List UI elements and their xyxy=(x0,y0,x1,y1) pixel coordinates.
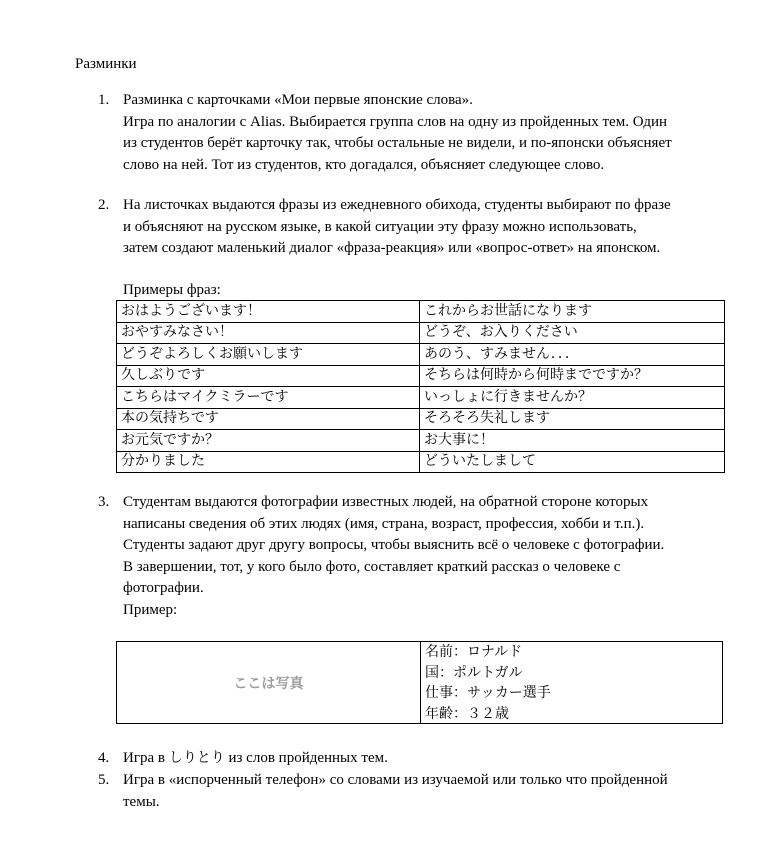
table-row xyxy=(117,451,725,473)
list-item-text xyxy=(123,748,723,770)
list-item-text xyxy=(123,770,723,813)
text-line: Игра по аналогии с Alias. Выбирается группа слов на одну из пройденных тем. Один xyxy=(123,113,668,130)
list-number: 1. xyxy=(98,92,110,108)
phrase-cell: あのう、すみません．．． xyxy=(420,344,725,366)
phrase-cell: そちらは何時から何時までですか？ xyxy=(420,365,725,387)
list-item-text xyxy=(123,195,723,260)
text-line: затем создают маленький диалог «фраза-реакция» или «вопрос-ответ» на японском. xyxy=(123,240,661,256)
phrase-cell: どういたしまして xyxy=(420,451,725,473)
text-line: фотографии. xyxy=(123,580,204,596)
phrase-cell: どうぞよろしくお願いします xyxy=(117,344,420,366)
text-line: из студентов берёт карточку так, чтобы остальные не видели, и по-японски объясняет xyxy=(123,135,672,151)
japanese-word: しりとり xyxy=(168,750,225,766)
person-info-cell xyxy=(425,642,715,723)
phrase-cell: これからお世話になります xyxy=(420,301,725,323)
example-card-table xyxy=(116,641,723,724)
examples-label: Примеры фраз: xyxy=(123,282,221,298)
text-line: Разминка с карточками «Мои первые японские слова». xyxy=(123,92,473,108)
document-heading: Разминки xyxy=(75,56,137,72)
list-item-text xyxy=(123,492,723,621)
phrase-cell: そろそろ失礼します xyxy=(420,408,725,430)
table-row xyxy=(117,322,725,344)
table-row xyxy=(117,301,725,323)
list-number: 5. xyxy=(98,772,110,788)
phrase-cell: おやすみなさい！ xyxy=(117,322,420,344)
phrase-cell: おはようございます！ xyxy=(117,301,420,323)
photo-placeholder-label: ここは写真 xyxy=(233,675,304,692)
phrase-cell: こちらはマイクミラーです xyxy=(117,387,420,409)
text-line: Студенты задают друг другу вопросы, чтобы выяснить всё о человеке с фотографии. xyxy=(123,537,665,553)
phrase-cell: お元気ですか？ xyxy=(117,430,420,452)
info-line: 仕事：サッカー選手 xyxy=(425,685,551,701)
text-line: слово на ней. Тот из студентов, кто догадался, объясняет следующее слово. xyxy=(123,156,605,173)
phrase-cell: 分かりました xyxy=(117,451,420,473)
text-line: написаны сведения об этих людях (имя, страна, возраст, профессия, хобби и т.п.). xyxy=(123,515,645,532)
table-row xyxy=(117,344,725,366)
text-line: В завершении, тот, у кого было фото, составляет краткий рассказ о человеке с xyxy=(123,558,621,575)
info-line: 年齢：３２歳 xyxy=(425,705,509,722)
phrase-cell: 本の気持ちです xyxy=(117,408,420,430)
table-row xyxy=(117,365,725,387)
table-row xyxy=(117,430,725,452)
photo-placeholder-cell xyxy=(117,642,421,723)
info-line: 国：ポルトガル xyxy=(425,664,523,681)
list-number: 3. xyxy=(98,494,110,510)
text-line: Студентам выдаются фотографии известных людей, на обратной стороне которых xyxy=(123,494,649,510)
phrase-cell: いっしょに行きませんか？ xyxy=(420,387,725,409)
text-line: темы. xyxy=(123,793,160,810)
phrase-cell: 久しぶりです xyxy=(117,365,420,387)
list-number: 4. xyxy=(98,750,110,766)
phrase-cell: お大事に！ xyxy=(420,430,725,452)
text-prefix: Игра в xyxy=(123,750,165,766)
text-line: и объясняют на русском языке, в какой ситуации эту фразу можно использовать, xyxy=(123,218,637,235)
text-line: Игра в «испорченный телефон» со словами из изучаемой или только что пройденной xyxy=(123,772,668,788)
table-row xyxy=(117,387,725,409)
example-label: Пример: xyxy=(123,601,178,618)
phrases-table xyxy=(116,300,725,473)
table-row xyxy=(117,408,725,430)
text-suffix: из слов пройденных тем. xyxy=(228,750,388,766)
text-line xyxy=(123,748,723,770)
info-line: 名前：ロナルド xyxy=(425,644,523,660)
list-number: 2. xyxy=(98,197,110,213)
phrase-cell: どうぞ、お入りください xyxy=(420,322,725,344)
text-line: На листочках выдаются фразы из ежедневного обихода, студенты выбирают по фразе xyxy=(123,197,671,213)
list-item-text xyxy=(123,90,723,176)
